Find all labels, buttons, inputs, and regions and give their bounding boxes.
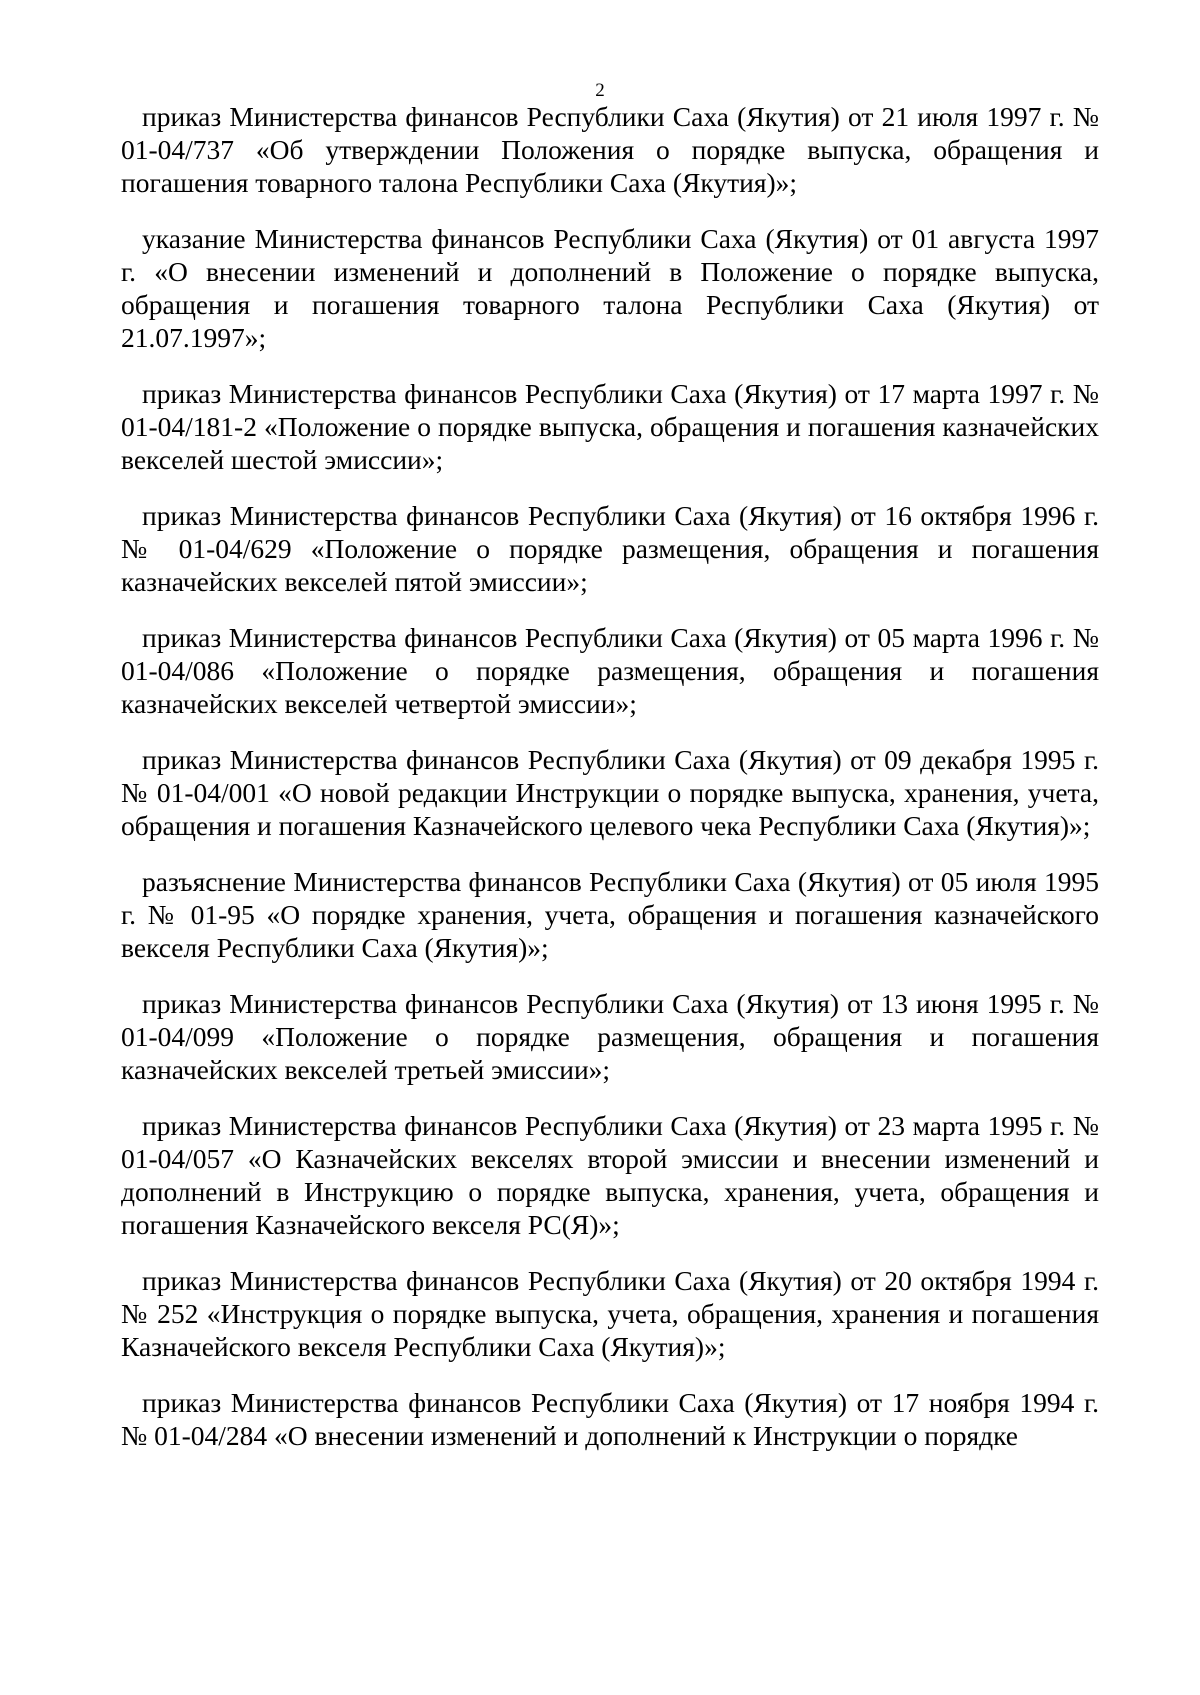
page-number: 2 (595, 80, 605, 101)
list-item: приказ Министерства финансов Республики Саха (Якутия) от 09 декабря 1995 г. № 01-04/001 «О новой редакции Инструкции о порядке выпуска, хранения, учета, обращения и погашения Казначейского целевого чека Республики Саха (Якутия)»; (121, 744, 1099, 841)
list-item: указание Министерства финансов Республики Саха (Якутия) от 01 августа 1997 г. «О внесении изменений и дополнений в Положение о порядке выпуска, обращения и погашения товарного талона Республики Саха (Якутия) от 21.07.1997»; (121, 223, 1099, 353)
list-item: разъяснение Министерства финансов Республики Саха (Якутия) от 05 июля 1995 г. № 01-95 «О порядке хранения, учета, обращения и погашения казначейского векселя Республики Саха (Якутия)»; (121, 866, 1099, 963)
document-body (121, 100, 1099, 1475)
list-item: приказ Министерства финансов Республики Саха (Якутия) от 17 ноября 1994 г. № 01-04/284 «О внесении изменений и дополнений к Инструкции о порядке (121, 1387, 1099, 1451)
list-item: приказ Министерства финансов Республики Саха (Якутия) от 17 марта 1997 г. № 01-04/181-2 «Положение о порядке выпуска, обращения и погашения казначейских векселей шестой эмиссии»; (121, 378, 1099, 475)
list-item: приказ Министерства финансов Республики Саха (Якутия) от 21 июля 1997 г. № 01-04/737 «Об утверждении Положения о порядке выпуска, обращения и погашения товарного талона Республики Саха (Якутия)»; (121, 101, 1099, 198)
list-item: приказ Министерства финансов Республики Саха (Якутия) от 16 октября 1996 г. № 01-04/629 «Положение о порядке размещения, обращения и погашения казначейских векселей пятой эмиссии»; (121, 500, 1099, 597)
list-item: приказ Министерства финансов Республики Саха (Якутия) от 13 июня 1995 г. № 01-04/099 «Положение о порядке размещения, обращения и погашения казначейских векселей третьей эмиссии»; (121, 988, 1099, 1085)
list-item: приказ Министерства финансов Республики Саха (Якутия) от 20 октября 1994 г. № 252 «Инструкция о порядке выпуска, учета, обращения, хранения и погашения Казначейского векселя Республики Саха (Якутия)»; (121, 1265, 1099, 1362)
list-item: приказ Министерства финансов Республики Саха (Якутия) от 05 марта 1996 г. № 01-04/086 «Положение о порядке размещения, обращения и погашения казначейских векселей четвертой эмиссии»; (121, 622, 1099, 719)
list-item: приказ Министерства финансов Республики Саха (Якутия) от 23 марта 1995 г. № 01-04/057 «О Казначейских векселях второй эмиссии и внесении изменений и дополнений в Инструкцию о порядке выпуска, хранения, учета, обращения и погашения Казначейского векселя РС(Я)»; (121, 1110, 1099, 1240)
